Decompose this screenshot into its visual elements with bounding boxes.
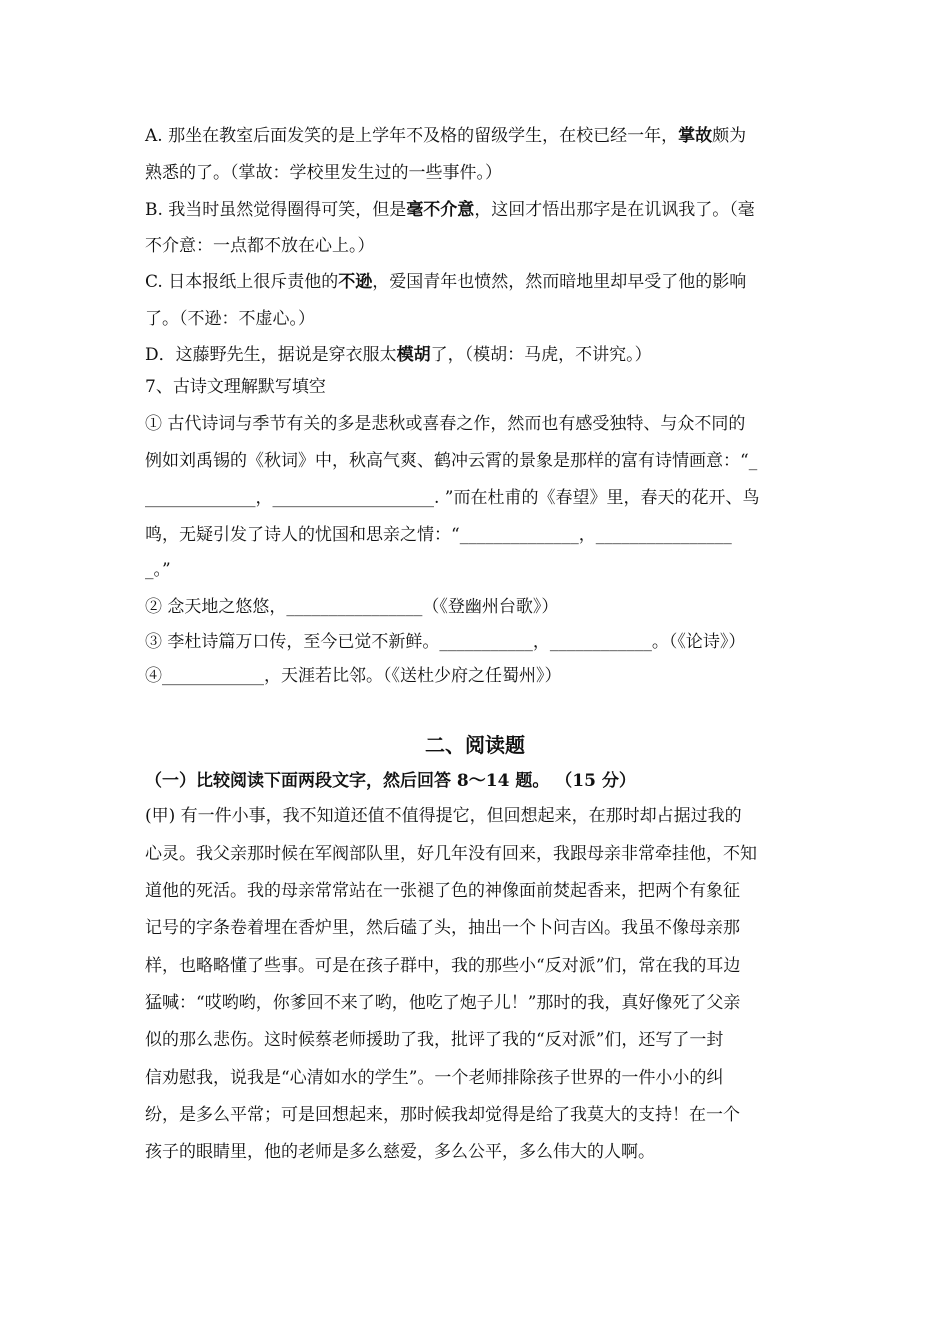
option-a-line2: 熟悉的了。（掌故：学校里发生过的一些事件。） <box>145 163 502 183</box>
section-title: 二、阅读题 <box>425 733 525 757</box>
section-subtitle: （一）比较阅读下面两段文字，然后回答 8～14 题。 （15 分） <box>145 771 636 791</box>
q7-text-line: ① 古代诗词与季节有关的多是悲秋或喜春之作，然而也有感受独特、与众不同的 <box>145 414 746 434</box>
q7-text-line: _。” <box>145 560 171 580</box>
q7-item-3: ③ 李杜诗篇万口传，至今已觉不新鲜。___________，____________。（《论诗》） <box>145 632 746 652</box>
option-d-line: D．这藤野先生，据说是穿衣服太模胡了，（模胡：马虎，不讲究。） <box>145 345 652 365</box>
q7-text-line: 例如刘禹锡的《秋词》中，秋高气爽、鹤冲云霄的景象是那样的富有诗情画意：“_ <box>145 451 758 471</box>
q7-heading: 7、古诗文理解默写填空 <box>145 377 326 397</box>
q7-item-2: ② 念天地之悠悠，________________（《登幽州台歌》） <box>145 597 559 617</box>
passage-line: 样，也略略懂了些事。可是在孩子群中，我的那些小“反对派”们，常在我的耳边 <box>145 956 741 976</box>
option-c-line1: C. 日本报纸上很斥责他的不逊，爱国青年也愤然，然而暗地里却早受了他的影响 <box>145 272 747 292</box>
passage-line: 纷，是多么平常；可是回想起来，那时候我却觉得是给了我莫大的支持！在一个 <box>145 1105 740 1125</box>
q7-text-line: _____________，___________________. ”而在杜甫的《春望》里，春天的花开、鸟 <box>145 488 760 508</box>
option-c-line2: 了。（不逊：不虚心。） <box>145 309 315 329</box>
option-a-line1: A. 那坐在教室后面发笑的是上学年不及格的留级学生，在校已经一年，掌故颇为 <box>145 126 747 146</box>
option-b-line2: 不介意：一点都不放在心上。） <box>145 236 375 256</box>
passage-line: 信劝慰我，说我是“心清如水的学生”。一个老师排除孩子世界的一件小小的纠 <box>145 1068 724 1088</box>
passage-line: (甲) 有一件小事，我不知道还值不值得提它，但回想起来，在那时却占据过我的 <box>145 806 742 826</box>
passage-line: 道他的死活。我的母亲常常站在一张褪了色的神像面前焚起香来，把两个有象征 <box>145 881 740 901</box>
passage-line: 猛喊：“哎哟哟，你爹回不来了哟，他吃了炮子儿！”那时的我，真好像死了父亲 <box>145 993 741 1013</box>
passage-line: 似的那么悲伤。这时候蔡老师援助了我，批评了我的“反对派”们，还写了一封 <box>145 1030 724 1050</box>
option-b-line1: B. 我当时虽然觉得圈得可笑，但是毫不介意，这回才悟出那字是在讥讽我了。（毫 <box>145 200 755 220</box>
passage-line: 孩子的眼睛里，他的老师是多么慈爱，多么公平，多么伟大的人啊。 <box>145 1142 655 1162</box>
passage-line: 心灵。我父亲那时候在军阀部队里，好几年没有回来，我跟母亲非常牵挂他，不知 <box>145 844 757 864</box>
q7-item-4: ④____________，天涯若比邻。（《送杜少府之任蜀州》） <box>145 666 562 686</box>
q7-text-line: 鸣，无疑引发了诗人的忧国和思亲之情：“______________，________________ <box>145 525 732 545</box>
passage-line: 记号的字条卷着埋在香炉里，然后磕了头，抽出一个卜问吉凶。我虽不像母亲那 <box>145 918 740 938</box>
